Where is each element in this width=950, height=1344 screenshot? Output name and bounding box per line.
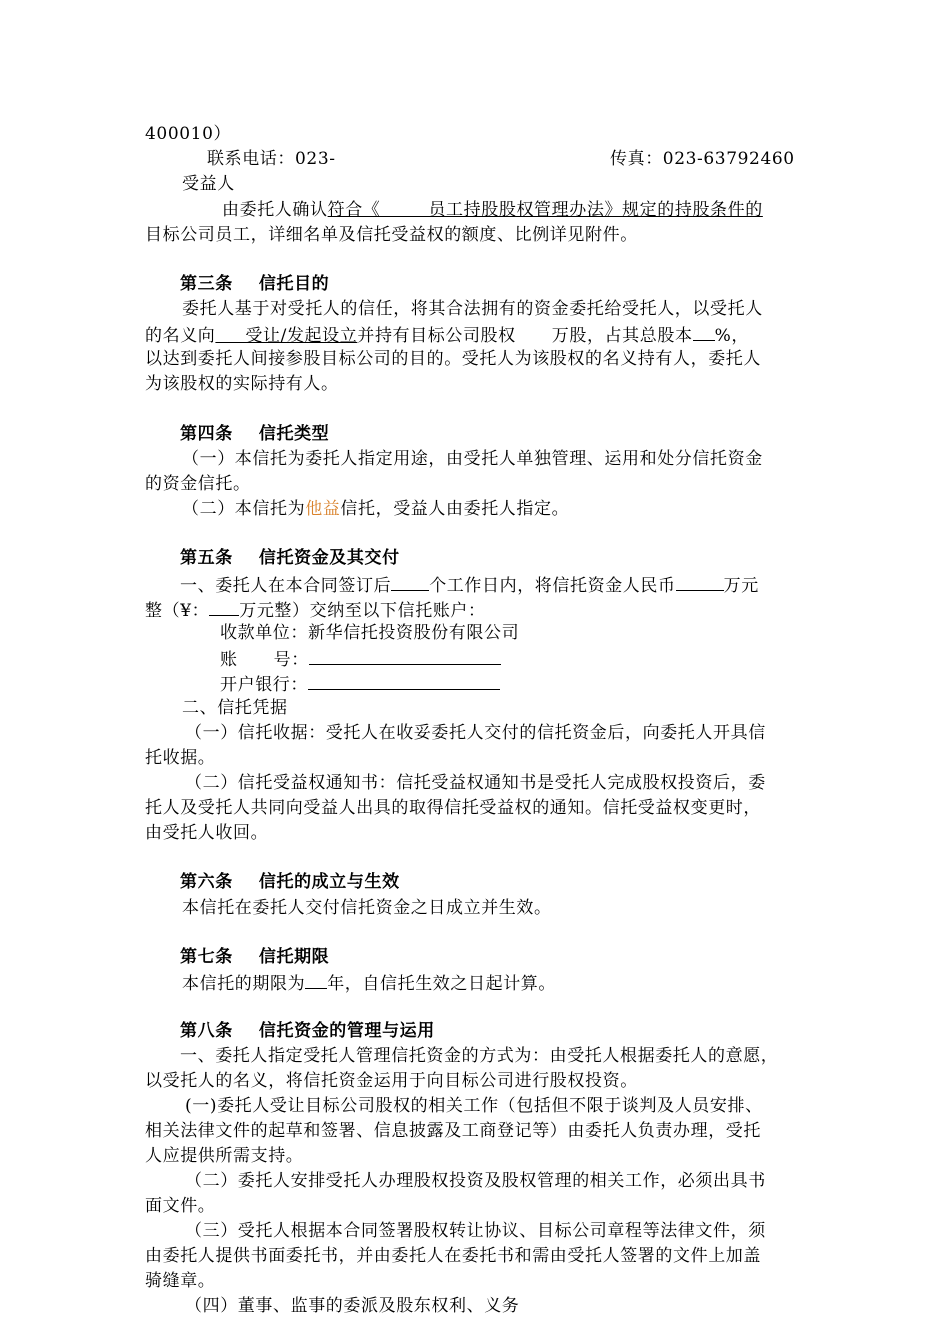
article-8-item-3-line-3: 骑缝章。 (145, 1271, 216, 1291)
article-8-item-2-line-1: （二）委托人安排受托人办理股权投资及股权管理的相关工作，必须出具书 (185, 1171, 766, 1191)
article-8-item-4-line-1: （四）董事、监事的委派及股东权利、义务 (185, 1296, 520, 1316)
article-5-line-2: 整（¥： 万元整）交纳至以下信托账户： (145, 597, 486, 621)
account-line: 账 号： (220, 646, 501, 670)
article-8-item-1-line-1: (一)委托人受让目标公司股权的相关工作（包括但不限于谈判及人员安排、 (185, 1096, 763, 1116)
article-8-line-1: 一、委托人指定受托人管理信托资金的方式为：由受托人根据委托人的意愿， (180, 1046, 779, 1066)
article-6-line-1: 本信托在委托人交付信托资金之日成立并生效。 (182, 898, 552, 918)
receipt-line-2: 托收据。 (145, 748, 216, 768)
payee-line: 收款单位：新华信托投资股份有限公司 (220, 623, 520, 643)
article-3-line-3: 以达到委托人间接参股目标公司的目的。受托人为该股权的名义持有人，委托人 (145, 349, 761, 369)
notice-line-1: （二）信托受益权通知书：信托受益权通知书是受托人完成股权投资后，委 (185, 773, 766, 793)
beneficiary-line-2: 目标公司员工，详细名单及信托受益权的额度、比例详见附件。 (145, 225, 638, 245)
article-8-line-2: 以受托人的名义，将信托资金运用于向目标公司进行股权投资。 (145, 1071, 638, 1091)
article-3-title: 第三条 信托目的 (180, 274, 330, 294)
article-8-item-3-line-2: 由委托人提供书面委托书，并由委托人在委托书和需由受托人签署的文件上加盖 (145, 1246, 761, 1266)
article-8-title: 第八条 信托资金的管理与运用 (180, 1021, 435, 1041)
article-8-item-2-line-2: 面文件。 (145, 1196, 216, 1216)
article-5-title: 第五条 信托资金及其交付 (180, 548, 400, 568)
notice-line-3: 由受托人收回。 (145, 823, 269, 843)
phone-label: 联系电话：023- (207, 149, 336, 169)
address-postcode: 400010） (145, 124, 232, 144)
article-8-item-3-line-1: （三）受托人根据本合同签署股权转让协议、目标公司章程等法律文件，须 (185, 1221, 766, 1241)
article-4-title: 第四条 信托类型 (180, 424, 330, 444)
article-7-title: 第七条 信托期限 (180, 947, 330, 967)
beneficiary-heading: 受益人 (182, 174, 235, 194)
article-5-section-2: 二、信托凭据 (182, 698, 288, 718)
article-7-line-1: 本信托的期限为 年，自信托生效之日起计算。 (182, 970, 556, 994)
article-4-line-2: 的资金信托。 (145, 474, 251, 494)
article-8-item-1-line-2: 相关法律文件的起草和签署、信息披露及工商登记等）由委托人负责办理，受托 (145, 1121, 761, 1141)
article-3-line-1: 委托人基于对受托人的信任，将其合法拥有的资金委托给受托人，以受托人 (182, 299, 763, 319)
beneficiary-line-1: 由委托人确认符合《 员工持股股权管理办法》规定的持股条件的 (222, 200, 763, 220)
notice-line-2: 托人及受托人共同向受益人出具的取得信托受益权的通知。信托受益权变更时， (145, 798, 761, 818)
fax-line: 传真：023-63792460 (610, 149, 795, 169)
article-3-line-4: 为该股权的实际持有人。 (145, 374, 339, 394)
bank-line: 开户银行： (220, 671, 500, 695)
article-6-title: 第六条 信托的成立与生效 (180, 872, 400, 892)
article-4-line-1: （一）本信托为委托人指定用途，由受托人单独管理、运用和处分信托资金 (182, 449, 763, 469)
article-3-line-2: 的名义向 受让/发起设立并持有目标公司股权 万股，占其总股本 %， (145, 322, 749, 346)
article-4-line-3: （二）本信托为他益信托，受益人由委托人指定。 (182, 499, 570, 519)
receipt-line-1: （一）信托收据：受托人在收妥委托人交付的信托资金后，向委托人开具信 (185, 723, 766, 743)
article-5-line-1: 一、委托人在本合同签订后 个工作日内，将信托资金人民币 万元 (180, 572, 759, 596)
article-8-item-1-line-3: 人应提供所需支持。 (145, 1146, 304, 1166)
